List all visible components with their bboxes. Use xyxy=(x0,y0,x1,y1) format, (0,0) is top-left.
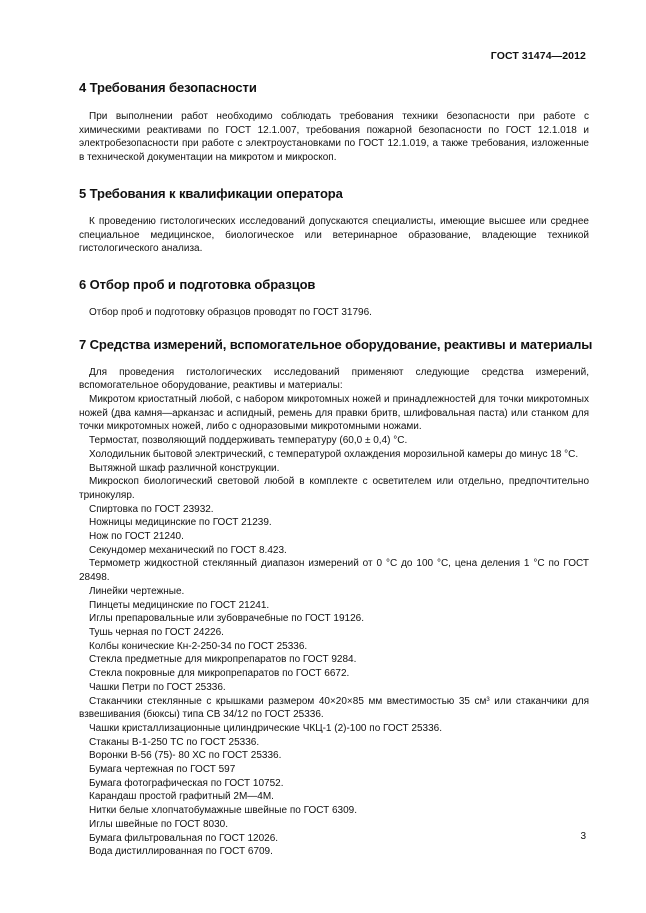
equipment-item: Секундомер механический по ГОСТ 8.423. xyxy=(89,544,287,556)
section-7-intro: Для проведения гистологических исследований применяют следующие средства измерений, вспомогательное оборудование, реактивы и материалы: xyxy=(79,366,589,392)
equipment-item: Бумага фотографическая по ГОСТ 10752. xyxy=(89,777,284,789)
equipment-item: Бумага фильтровальная по ГОСТ 12026. xyxy=(89,832,279,844)
equipment-item: Вода дистиллированная по ГОСТ 6709. xyxy=(89,846,273,858)
equipment-item: Нож по ГОСТ 21240. xyxy=(89,531,184,543)
equipment-item: Бумага чертежная по ГОСТ 597 xyxy=(89,764,236,776)
section-4-title: 4 Требования безопасности xyxy=(79,80,257,95)
equipment-item: Линейки чертежные. xyxy=(89,585,185,597)
equipment-item-beakers xyxy=(79,695,589,722)
equipment-item: Микротом криостатный любой, с набором микротомных ножей и принадлежностей для точки микротомных ножей (два камня—арканзас и аспидный, ремень для правки бритв, шлифовальная паста) или станком для точки микротомных ножей, либо с одноразовыми микротомными ножами. xyxy=(79,394,589,433)
equipment-list-continued xyxy=(79,722,589,859)
equipment-item: Микроскоп биологический световой любой в комплекте с осветителем или отдельно, предпочтительно тринокуляр. xyxy=(79,476,589,501)
equipment-item: Спиртовка по ГОСТ 23932. xyxy=(89,503,214,515)
equipment-item: Воронки В-56 (75)- 80 ХС по ГОСТ 25336. xyxy=(89,750,282,762)
equipment-item: Ножницы медицинские по ГОСТ 21239. xyxy=(89,517,272,529)
section-5-text: К проведению гистологических исследований допускаются специалисты, имеющие высшее или среднее специальное медицинское, биологическое или ветеринарное образование, владеющие техникой гистологического анализа. xyxy=(79,215,589,255)
equipment-item: Вытяжной шкаф различной конструкции. xyxy=(89,462,280,474)
equipment-item: Колбы конические Кн-2-250-34 по ГОСТ 25336. xyxy=(89,640,308,652)
equipment-item: Стаканы В-1-250 ТС по ГОСТ 25336. xyxy=(89,736,260,748)
section-4-text: При выполнении работ необходимо соблюдать требования техники безопасности при работе с химическими реактивами по ГОСТ 12.1.007, требования пожарной безопасности по ГОСТ 12.1.018 и электробезопасности при работе с электроустановками по ГОСТ 12.1.019, а также требования, изложенные в технической документации на микротом и микроскоп. xyxy=(79,111,589,164)
equipment-item: Чашки Петри по ГОСТ 25336. xyxy=(89,681,226,693)
section-5-title: 5 Требования к квалификации оператора xyxy=(79,185,343,201)
beakers-text-before: Стаканчики стеклянные с крышками размером 40×20×85 мм вместимостью 35 см xyxy=(89,695,487,707)
equipment-item: Карандаш простой графитный 2М—4М. xyxy=(89,791,274,803)
equipment-item: Иглы швейные по ГОСТ 8030. xyxy=(89,818,229,830)
equipment-item: Иглы препаровальные или зубоврачебные по ГОСТ 19126. xyxy=(89,613,364,625)
equipment-item: Термометр жидкостной стеклянный диапазон измерений от 0 °С до 100 °С, цена деления 1 °С по ГОСТ 28498. xyxy=(79,558,589,584)
equipment-list xyxy=(79,393,589,694)
equipment-item: Термостат, позволяющий поддерживать температуру (60,0 ± 0,4) °С. xyxy=(89,435,408,447)
equipment-item: Чашки кристаллизационные цилиндрические ЧКЦ-1 (2)-100 по ГОСТ 25336. xyxy=(89,722,443,734)
equipment-item: Пинцеты медицинские по ГОСТ 21241. xyxy=(89,599,270,611)
page-number: 3 xyxy=(580,831,586,842)
page-content xyxy=(79,75,593,859)
equipment-item: Стекла покровные для микропрепаратов по ГОСТ 6672. xyxy=(89,668,350,680)
equipment-item: Нитки белые хлопчатобумажные швейные по ГОСТ 6309. xyxy=(89,805,358,817)
beakers-text-after: или стаканчики для взвешивания (бюксы) типа СВ 34/12 по ГОСТ 25336. xyxy=(79,695,589,721)
equipment-item: Стекла предметные для микропрепаратов по ГОСТ 9284. xyxy=(89,654,357,666)
equipment-item: Тушь черная по ГОСТ 24226. xyxy=(89,626,224,638)
beakers-superscript: 3 xyxy=(486,696,490,703)
section-6-title: 6 Отбор проб и подготовка образцов xyxy=(79,276,316,292)
section-6-text: Отбор проб и подготовку образцов проводят по ГОСТ 31796. xyxy=(89,306,372,318)
equipment-item: Холодильник бытовой электрический, с температурой охлаждения морозильной камеры до минус 18 °С. xyxy=(89,448,579,460)
section-7-title: 7 Средства измерений, вспомогательное оборудование, реактивы и материалы xyxy=(79,336,593,352)
document-code: ГОСТ 31474—2012 xyxy=(490,50,586,62)
